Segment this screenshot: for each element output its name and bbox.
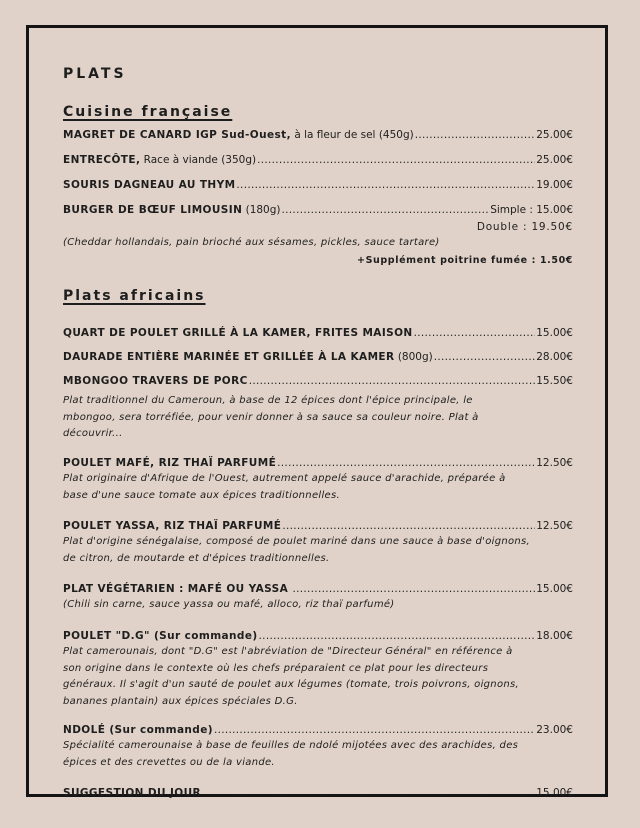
item-price: 15.50€	[536, 375, 573, 387]
description-line: Plat d'origine sénégalaise, composé de poulet mariné dans une sauce à base d'oignons,	[63, 536, 531, 547]
dot-leader	[202, 786, 535, 800]
dot-leader	[415, 128, 536, 142]
menu-item	[63, 178, 573, 192]
item-name: SUGGESTION DU JOUR	[63, 787, 202, 799]
menu-item	[63, 582, 573, 596]
section-title-francaise: Cuisine française	[63, 104, 233, 120]
item-name: BURGER DE BŒUF LIMOUSIN	[63, 204, 243, 216]
menu-item	[63, 629, 573, 643]
item-price: 23.00€	[536, 724, 573, 736]
item-name: MBONGOO TRAVERS DE PORC	[63, 375, 248, 387]
description-line: épices et des crevettes ou de la viande.	[63, 756, 275, 768]
item-description	[63, 597, 575, 614]
burger-supplement: +Supplément poitrine fumée : 1.50€	[357, 255, 573, 266]
item-description	[63, 644, 575, 710]
item-name: DAURADE ENTIÈRE MARINÉE ET GRILLÉE À LA KAMER	[63, 351, 395, 363]
item-price: 15.00€	[536, 583, 573, 595]
item-name: PLAT VÉGÉTARIEN : MAFÉ OU YASSA	[63, 583, 289, 595]
dot-leader	[282, 203, 490, 217]
menu-item	[63, 153, 573, 167]
burger-description: (Cheddar hollandais, pain brioché aux sésames, pickles, sauce tartare)	[63, 237, 440, 248]
description-line: Plat camerounais, dont "D.G" est l'abréviation de "Directeur Général" en référence à	[63, 646, 513, 657]
description-line: Plat traditionnel du Cameroun, à base de 12 épices dont l'épice principale, le	[63, 395, 473, 406]
dot-leader	[214, 723, 535, 737]
description-line: mbongoo, sera torréfiée, pour venir donner à sa sauce sa couleur noire. Plat à	[63, 411, 479, 423]
menu-item	[63, 203, 573, 217]
description-line: (Chili sin carne, sauce yassa ou mafé, alloco, riz thaï parfumé)	[63, 599, 395, 610]
description-line: découvrir...	[63, 428, 123, 439]
item-name: QUART DE POULET GRILLÉ À LA KAMER, FRITES MAISON	[63, 327, 413, 339]
dot-leader	[292, 582, 535, 596]
item-detail: (800g)	[394, 351, 433, 363]
section-title-africains: Plats africains	[63, 288, 206, 304]
item-detail	[288, 582, 291, 596]
dot-leader	[282, 519, 535, 533]
item-price: 28.00€	[536, 351, 573, 363]
item-price: 25.00€	[536, 129, 573, 141]
item-name: POULET MAFÉ, RIZ THAÏ PARFUMÉ	[63, 457, 277, 469]
menu-item	[63, 128, 573, 142]
menu-item	[63, 374, 573, 388]
item-name: MAGRET DE CANARD IGP Sud-Ouest,	[63, 129, 291, 141]
item-name: POULET YASSA, RIZ THAÏ PARFUMÉ	[63, 520, 282, 532]
dot-leader	[259, 629, 536, 643]
description-line: Spécialité camerounaise à base de feuilles de ndolé mijotées avec des arachides, des	[63, 740, 519, 751]
description-line: de citron, de moutarde et d'épices traditionnelles.	[63, 552, 330, 564]
description-line: base d'une sauce tomate aux épices traditionnelles.	[63, 489, 340, 501]
item-price: 15.00€	[536, 327, 573, 339]
item-name: NDOLÉ (Sur commande)	[63, 724, 213, 736]
menu-item	[63, 786, 573, 800]
item-price: 15.00€	[536, 787, 573, 799]
item-price: Simple : 15.00€	[490, 204, 573, 216]
dot-leader	[434, 350, 536, 364]
item-detail: Race à viande (350g)	[140, 154, 257, 166]
menu-item	[63, 350, 573, 364]
item-price: 12.50€	[536, 457, 573, 469]
description-line: Plat originaire d'Afrique de l'Ouest, autrement appelé sauce d'arachide, préparée à	[63, 473, 506, 484]
item-name: SOURIS DAGNEAU AU THYM	[63, 179, 236, 191]
item-price: 19.00€	[536, 179, 573, 191]
item-detail: à la fleur de sel (450g)	[290, 129, 414, 141]
item-price: 12.50€	[536, 520, 573, 532]
item-description	[63, 738, 575, 771]
item-description	[63, 393, 575, 443]
dot-leader	[249, 374, 536, 388]
item-description	[63, 471, 575, 504]
description-line: généraux. Il s'agit d'un sauté de poulet aux légumes (tomate, trois poivrons, oignons,	[63, 679, 519, 690]
dot-leader	[277, 456, 535, 470]
dot-leader	[257, 153, 535, 167]
burger-double-price: Double : 19.50€	[476, 221, 573, 233]
item-price: 25.00€	[536, 154, 573, 166]
item-name: POULET "D.G" (Sur commande)	[63, 630, 258, 642]
page-title: PLATS	[63, 66, 127, 82]
description-line: bananes plantain) aux épices spéciales D.G.	[63, 695, 298, 707]
dot-leader	[414, 326, 536, 340]
menu-item	[63, 326, 573, 340]
item-description	[63, 534, 575, 567]
menu-item	[63, 723, 573, 737]
description-line: son origine dans le contexte où les chefs préparaient ce plat pour les directeurs	[63, 662, 489, 674]
dot-leader	[236, 178, 535, 192]
item-price: 18.00€	[536, 630, 573, 642]
item-name: ENTRECÔTE,	[63, 154, 141, 166]
menu-item	[63, 456, 573, 470]
item-detail: (180g)	[242, 204, 281, 216]
menu-item	[63, 519, 573, 533]
